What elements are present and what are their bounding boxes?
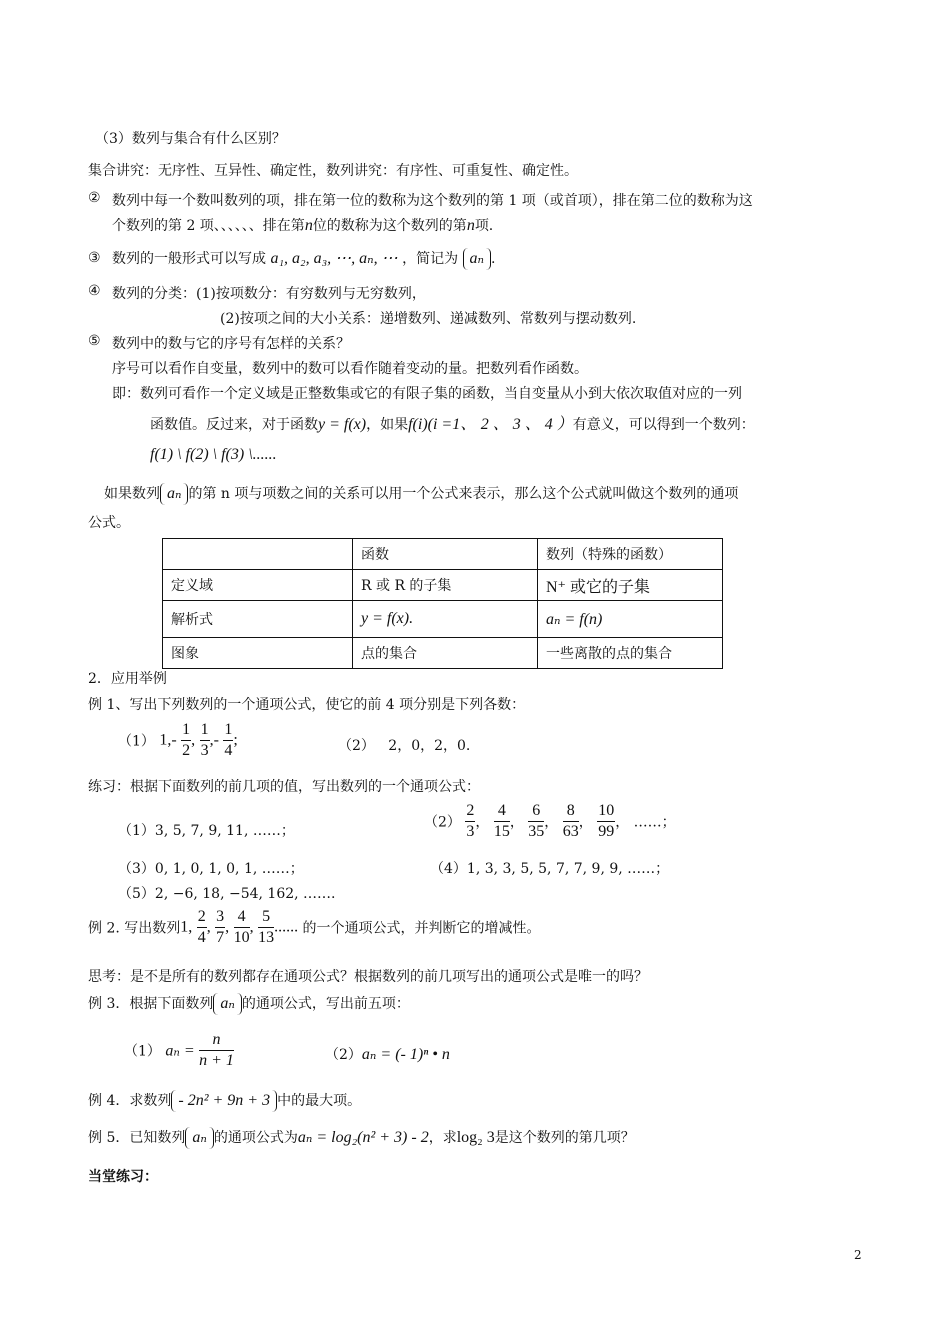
section3-question: （3）数列与集合有什么区别？ xyxy=(95,131,286,147)
ex1-part2: （2） 2，0，2，0. xyxy=(338,738,471,754)
fraction: $\frac{2}{3}$ xyxy=(466,802,475,840)
practice-p2: （2） $\frac{2}{3}$ ， $\frac{4}{15}$ ， $\frac{6}{35}$ ， $\frac{8}{63}$ ， $\frac{10}{99}$ ， ……； xyxy=(424,802,676,840)
table-cell: 一些离散的点的集合 xyxy=(538,638,723,669)
ex4-line: 例 4．求数列 - 2n² + 9n + 3 中的最大项。 xyxy=(88,1090,361,1112)
item4-marker: ④ xyxy=(88,283,101,299)
ex5-line: 例 5．已知数列 aₙ 的通项公式为aₙ = log₂(n² + 3) - 2，求log₂ 3是这个数列的第几项？ xyxy=(88,1127,635,1149)
fraction: $\frac{6}{35}$ xyxy=(528,802,545,840)
class-practice-heading: 当堂练习： xyxy=(88,1169,158,1185)
practice-p3: （3）0, 1, 0, 1, 0, 1, ……； xyxy=(118,861,304,877)
comparison-table xyxy=(162,538,723,669)
fraction: $\frac{n}{n + 1}$ xyxy=(199,1031,234,1069)
table-cell: 解析式 xyxy=(163,601,353,638)
ex3-line: 例 3．根据下面数列 aₙ 的通项公式，写出前五项： xyxy=(88,993,410,1015)
ex2-line: 例 2. 写出数列1, $\frac{2}{4}$ , $\frac{3}{7}$ , $\frac{4}{10}$ , $\frac{5}{13}$ ...... 的一个通项公式，并判断它的增减性。 xyxy=(88,908,541,946)
item4-line2: (2)按项之间的大小关系：递增数列、递减数列、常数列与摆动数列. xyxy=(220,311,637,327)
general-term-line1: 如果数列 aₙ 的第 n 项与项数之间的关系可以用一个公式来表示，那么这个公式就叫做这个数列的通项 xyxy=(104,483,738,505)
fraction: $\frac{10}{99}$ xyxy=(598,802,615,840)
item2-line2: 个数列的第 2 项、、、、、、排在第n位的数称为这个数列的第n项. xyxy=(112,217,494,234)
item5-seq: f(1) \ f(2) \ f(3) \...... xyxy=(150,446,277,463)
item5-line3: 函数值。反过来，对于函数y = f(x)，如果f(i)(i =1、 2 、 3 、 4 ）有意义，可以得到一个数列： xyxy=(150,416,755,433)
table-row xyxy=(163,570,723,601)
fraction: $\frac{5}{13}$ xyxy=(258,908,275,946)
table-row xyxy=(163,638,723,669)
table-cell: y = f(x). xyxy=(353,601,538,638)
ex1-title: 例 1、写出下列数列的一个通项公式，使它的前 4 项分别是下列各数： xyxy=(88,697,526,713)
fraction: $\frac{8}{63}$ xyxy=(562,802,579,840)
table-cell: 点的集合 xyxy=(353,638,538,669)
abbr-seq: aₙ xyxy=(463,248,491,270)
fraction: $\frac{4}{15}$ xyxy=(493,802,510,840)
general-term-line2: 公式。 xyxy=(88,515,130,531)
item5-line1: 序号可以看作自变量，数列中的数可以看作随着变动的量。把数列看作函数。 xyxy=(112,361,588,377)
table-header-cell: 函数 xyxy=(353,539,538,570)
table-row xyxy=(163,539,723,570)
practice-title: 练习：根据下面数列的前几项的值，写出数列的一个通项公式： xyxy=(88,779,480,795)
item2-marker: ② xyxy=(88,190,101,206)
fraction: $\frac{4}{10}$ xyxy=(233,908,250,946)
item5-question: 数列中的数与它的序号有怎样的关系？ xyxy=(112,336,350,352)
ex3-part2: （2）aₙ = (- 1)ⁿ • n xyxy=(325,1046,450,1063)
practice-p1: （1）3, 5, 7, 9, 11, ……； xyxy=(118,823,295,839)
fraction: $\frac{1}{3}$ xyxy=(200,721,209,759)
fraction: $\frac{1}{2}$ xyxy=(182,721,191,759)
fraction: $\frac{3}{7}$ xyxy=(216,908,225,946)
table-header-cell xyxy=(163,539,353,570)
table-cell: N⁺ 或它的子集 xyxy=(538,570,723,601)
table-cell: 图象 xyxy=(163,638,353,669)
item5-marker: ⑤ xyxy=(88,333,101,349)
item5-line2: 即：数列可看作一个定义域是正整数集或它的有限子集的函数，当自变量从小到大依次取值对应的一列 xyxy=(112,386,742,402)
page-number: 2 xyxy=(854,1248,862,1262)
ex3-part1: （1） aₙ = $\frac{n}{n + 1}$ xyxy=(124,1031,234,1069)
table-cell: 定义域 xyxy=(163,570,353,601)
fraction: $\frac{1}{4}$ xyxy=(224,721,233,759)
practice-p5: （5）2, −6, 18, −54, 162, ……. xyxy=(118,886,336,902)
practice-p4: （4）1, 3, 3, 5, 5, 7, 7, 9, 9, ……； xyxy=(430,861,670,877)
fraction: $\frac{2}{4}$ xyxy=(197,908,206,946)
think-question: 思考：是不是所有的数列都存在通项公式？根据数列的前几项写出的通项公式是唯一的吗？ xyxy=(88,969,648,985)
section3-compare: 集合讲究：无序性、互异性、确定性，数列讲究：有序性、可重复性、确定性。 xyxy=(88,163,578,179)
table-cell: R 或 R 的子集 xyxy=(353,570,538,601)
table-header-cell: 数列（特殊的函数） xyxy=(538,539,723,570)
item3-line: 数列的一般形式可以写成 a₁, a₂, a₃, ⋯, aₙ, ⋯ ，简记为 aₙ . xyxy=(112,248,495,270)
section2-title: 2．应用举例 xyxy=(88,671,167,687)
general-form-formula: a₁, a₂, a₃, ⋯, aₙ, ⋯ xyxy=(270,250,398,267)
item4-line1: 数列的分类：(1)按项数分：有穷数列与无穷数列， xyxy=(112,286,426,302)
table-row xyxy=(163,601,723,638)
ex1-part1: （1） 1,- $\frac{1}{2}$ , $\frac{1}{3}$ ,- $\frac{1}{4}$ ; xyxy=(118,721,238,759)
item3-marker: ③ xyxy=(88,250,101,266)
item2-line1: 数列中每一个数叫数列的项，排在第一位的数称为这个数列的第 1 项（或首项），排在第二位的数称为这 xyxy=(112,193,753,209)
table-cell: aₙ = f(n) xyxy=(538,601,723,638)
